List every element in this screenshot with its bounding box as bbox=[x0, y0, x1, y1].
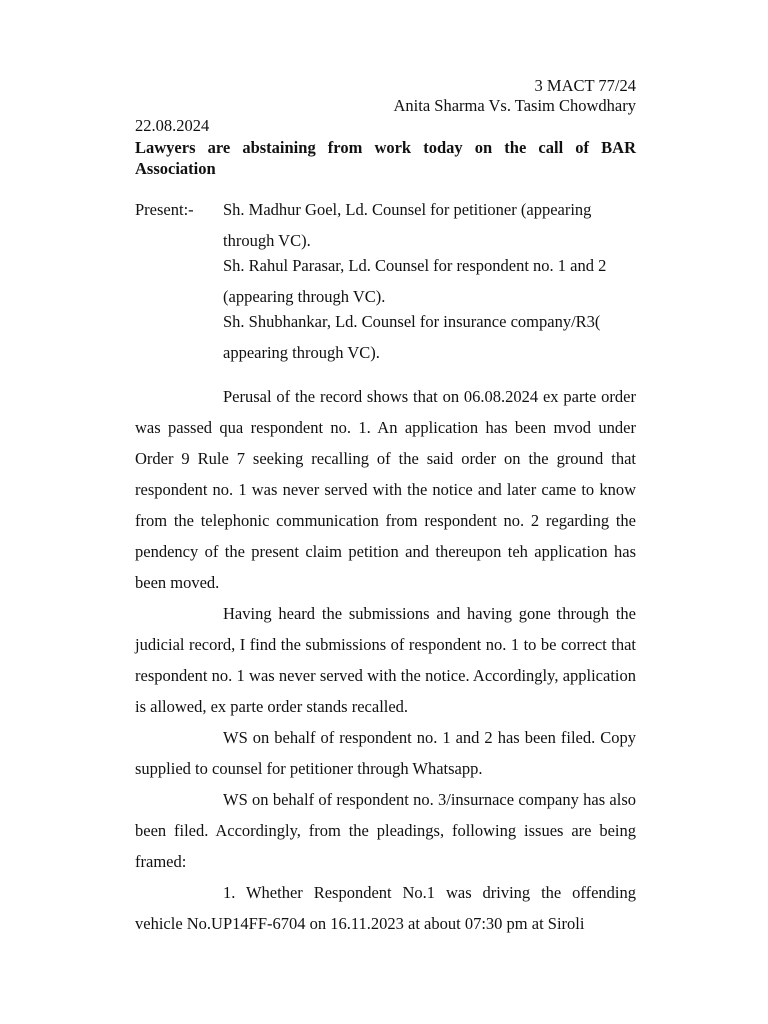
present-entry-respondent-counsel: Sh. Rahul Parasar, Ld. Counsel for respondent no. 1 and 2 (appearing through VC). bbox=[223, 256, 607, 306]
paragraph-ws-respondents: WS on behalf of respondent no. 1 and 2 has been filed. Copy supplied to counsel for petitioner through Whatsapp. bbox=[135, 728, 636, 778]
paragraph-application-allowed: Having heard the submissions and having gone through the judicial record, I find the submissions of respondent no. 1 to be correct that respondent no. 1 was never served with the notice. Accordingly, application is allowed, ex parte order stands recalled. bbox=[135, 604, 636, 716]
present-entry-petitioner-counsel: Sh. Madhur Goel, Ld. Counsel for petitioner (appearing through VC). bbox=[223, 200, 592, 250]
present-label: Present:- bbox=[135, 200, 194, 219]
issue-item-1: 1. Whether Respondent No.1 was driving the offending vehicle No.UP14FF-6704 on 16.11.2023 at about 07:30 pm at Siroli bbox=[135, 883, 636, 933]
order-body bbox=[135, 381, 636, 939]
present-list bbox=[223, 200, 636, 368]
paragraph-ws-insurance: WS on behalf of respondent no. 3/insurnace company has also been filed. Accordingly, from the pleadings, following issues are being framed: bbox=[135, 790, 636, 871]
abstention-notice: Lawyers are abstaining from work today on the call of BAR Association bbox=[135, 138, 636, 178]
case-title: Anita Sharma Vs. Tasim Chowdhary bbox=[393, 96, 636, 115]
case-number: 3 MACT 77/24 bbox=[534, 76, 636, 95]
paragraph-ex-parte-record: Perusal of the record shows that on 06.08.2024 ex parte order was passed qua respondent no. 1. An application has been mvod under Order 9 Rule 7 seeking recalling of the said order on the ground that respondent no. 1 was never served with the notice and later came to know from the telephonic communication from respondent no. 2 regarding the pendency of the present claim petition and thereupon teh application has been moved. bbox=[135, 387, 636, 592]
present-entry-insurance-counsel: Sh. Shubhankar, Ld. Counsel for insurance company/R3( appearing through VC). bbox=[223, 312, 601, 362]
order-date: 22.08.2024 bbox=[135, 116, 210, 135]
